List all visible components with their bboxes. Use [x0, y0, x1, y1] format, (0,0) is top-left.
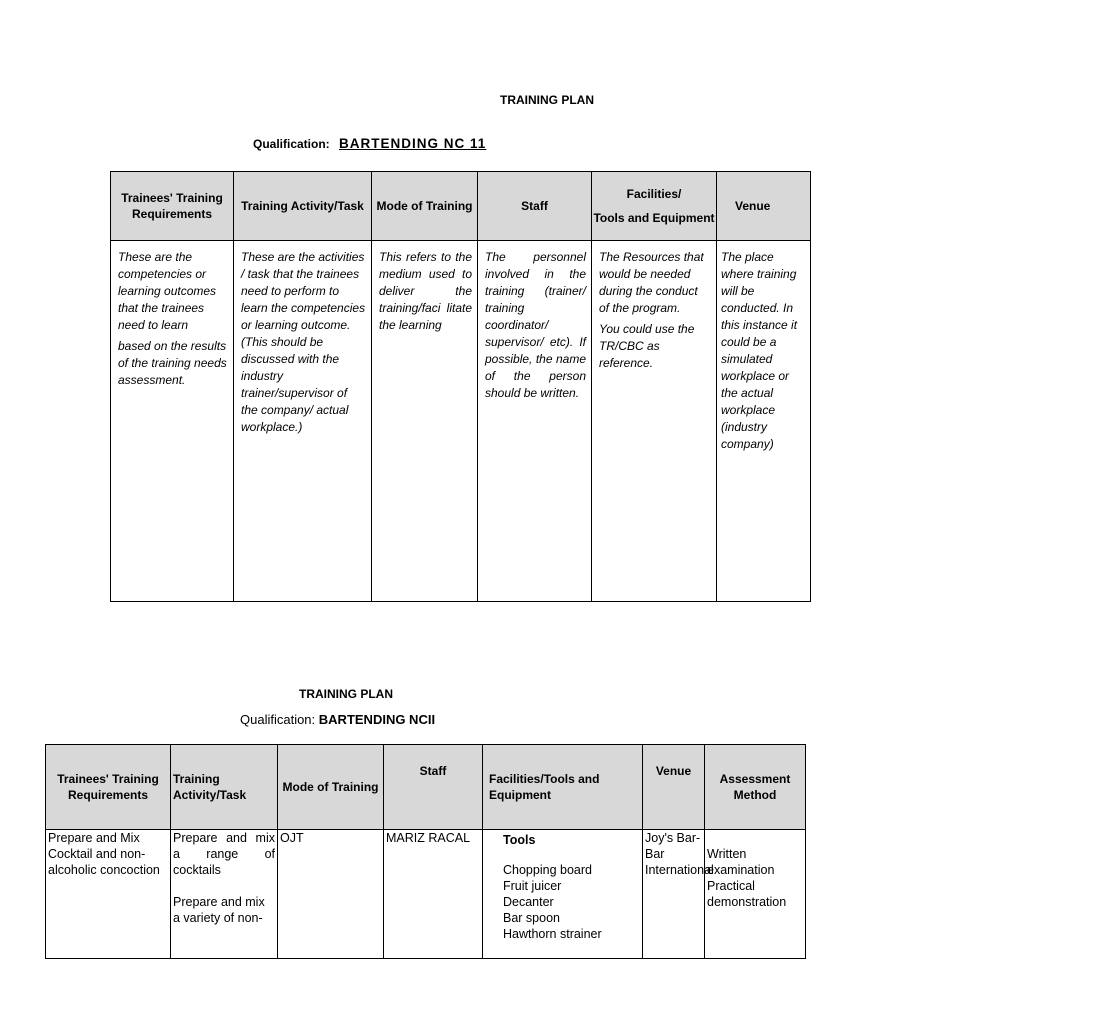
plan2-tool-item: Fruit juicer — [503, 879, 562, 893]
plan1-requirements-text-1: These are the competencies or learning outcomes that the trainees need to learn — [118, 250, 217, 332]
plan2-header-activity: Training Activity/Task — [171, 745, 278, 830]
plan2-cell-assessment — [705, 830, 806, 959]
plan1-cell-requirements — [111, 241, 234, 602]
plan1-header-facilities-line1: Facilities/ — [626, 187, 682, 201]
plan1-header-activity: Training Activity/Task — [234, 172, 372, 241]
plan2-header-venue: Venue — [643, 745, 705, 830]
plan2-tool-item: Bar spoon — [503, 911, 560, 925]
plan2-activity-text-1: Prepare and mix a range of cocktails — [173, 831, 275, 877]
plan2-header-facilities: Facilities/Tools and Equipment — [483, 745, 643, 830]
plan2-tool-item: Chopping board — [503, 863, 592, 877]
plan2-header-row — [46, 745, 806, 830]
plan2-cell-facilities — [483, 830, 643, 959]
plan2-cell-mode: OJT — [278, 830, 384, 959]
plan2-header-assessment: Assessment Method — [705, 745, 806, 830]
plan1-header-facilities — [592, 172, 717, 241]
plan1-requirements-text-2: based on the results of the training needs assessment. — [118, 339, 227, 387]
plan2-tool-item: Hawthorn strainer — [503, 927, 602, 941]
plan2-header-mode: Mode of Training — [278, 745, 384, 830]
plan1-facilities-text-1: The Resources that would be needed during the conduct of the program. — [599, 250, 704, 315]
plan1-cell-facilities — [592, 241, 717, 602]
plan1-cell-mode: This refers to the medium used to deliver the training/faci litate the learning — [372, 241, 478, 602]
plan2-header-staff: Staff — [384, 745, 483, 830]
plan1-header-venue: Venue — [717, 172, 811, 241]
plan2-tools-heading: Tools — [503, 833, 536, 847]
plan2-cell-venue: Joy's Bar-Bar International — [643, 830, 705, 959]
plan2-title: TRAINING PLAN — [299, 687, 393, 701]
plan1-header-facilities-line2: Tools and Equipment — [593, 211, 715, 225]
plan1-facilities-text-2: You could use the TR/CBC as reference. — [599, 322, 695, 370]
plan2-table — [45, 744, 806, 959]
plan2-body-row — [46, 830, 806, 959]
plan2-cell-requirements: Prepare and Mix Cocktail and non-alcoholic concoction — [46, 830, 171, 959]
plan2-assessment-text-2: Practical demonstration — [707, 879, 787, 909]
plan2-qualification-value: BARTENDING NCII — [318, 712, 436, 727]
plan2-cell-staff: MARIZ RACAL — [384, 830, 483, 959]
plan2-tool-item: Decanter — [503, 895, 554, 909]
plan1-header-row — [111, 172, 811, 241]
plan1-cell-venue: The place where training will be conducted. In this instance it could be a simulated workplace or the actual workplace (industry company) — [717, 241, 811, 602]
plan2-assessment-text-1: Written examination — [707, 847, 775, 877]
plan1-qualification — [253, 136, 486, 151]
plan1-title: TRAINING PLAN — [500, 93, 594, 107]
plan1-header-staff: Staff — [478, 172, 592, 241]
plan1-header-requirements: Trainees' Training Requirements — [111, 172, 234, 241]
plan1-cell-activity: These are the activities / task that the trainees need to perform to learn the competencies or learning outcome. (This should be discussed with the industry trainer/supervisor of the company/ actual workplace.) — [234, 241, 372, 602]
plan1-qualification-label: Qualification: — [253, 137, 330, 151]
plan1-qualification-value: BARTENDING NC 11 — [339, 136, 487, 151]
plan1-header-mode: Mode of Training — [372, 172, 478, 241]
plan1-cell-staff: The personnel involved in the training (trainer/ training coordinator/ supervisor/ etc). If possible, the name of the person should be written. — [478, 241, 592, 602]
plan1-table — [110, 171, 811, 602]
plan2-cell-activity — [171, 830, 278, 959]
plan1-body-row — [111, 241, 811, 602]
plan2-activity-text-2: Prepare and mix a variety of non- — [173, 895, 265, 925]
plan2-qualification — [240, 712, 435, 727]
plan2-qualification-label: Qualification: — [240, 712, 316, 727]
plan2-header-requirements: Trainees' Training Requirements — [46, 745, 171, 830]
